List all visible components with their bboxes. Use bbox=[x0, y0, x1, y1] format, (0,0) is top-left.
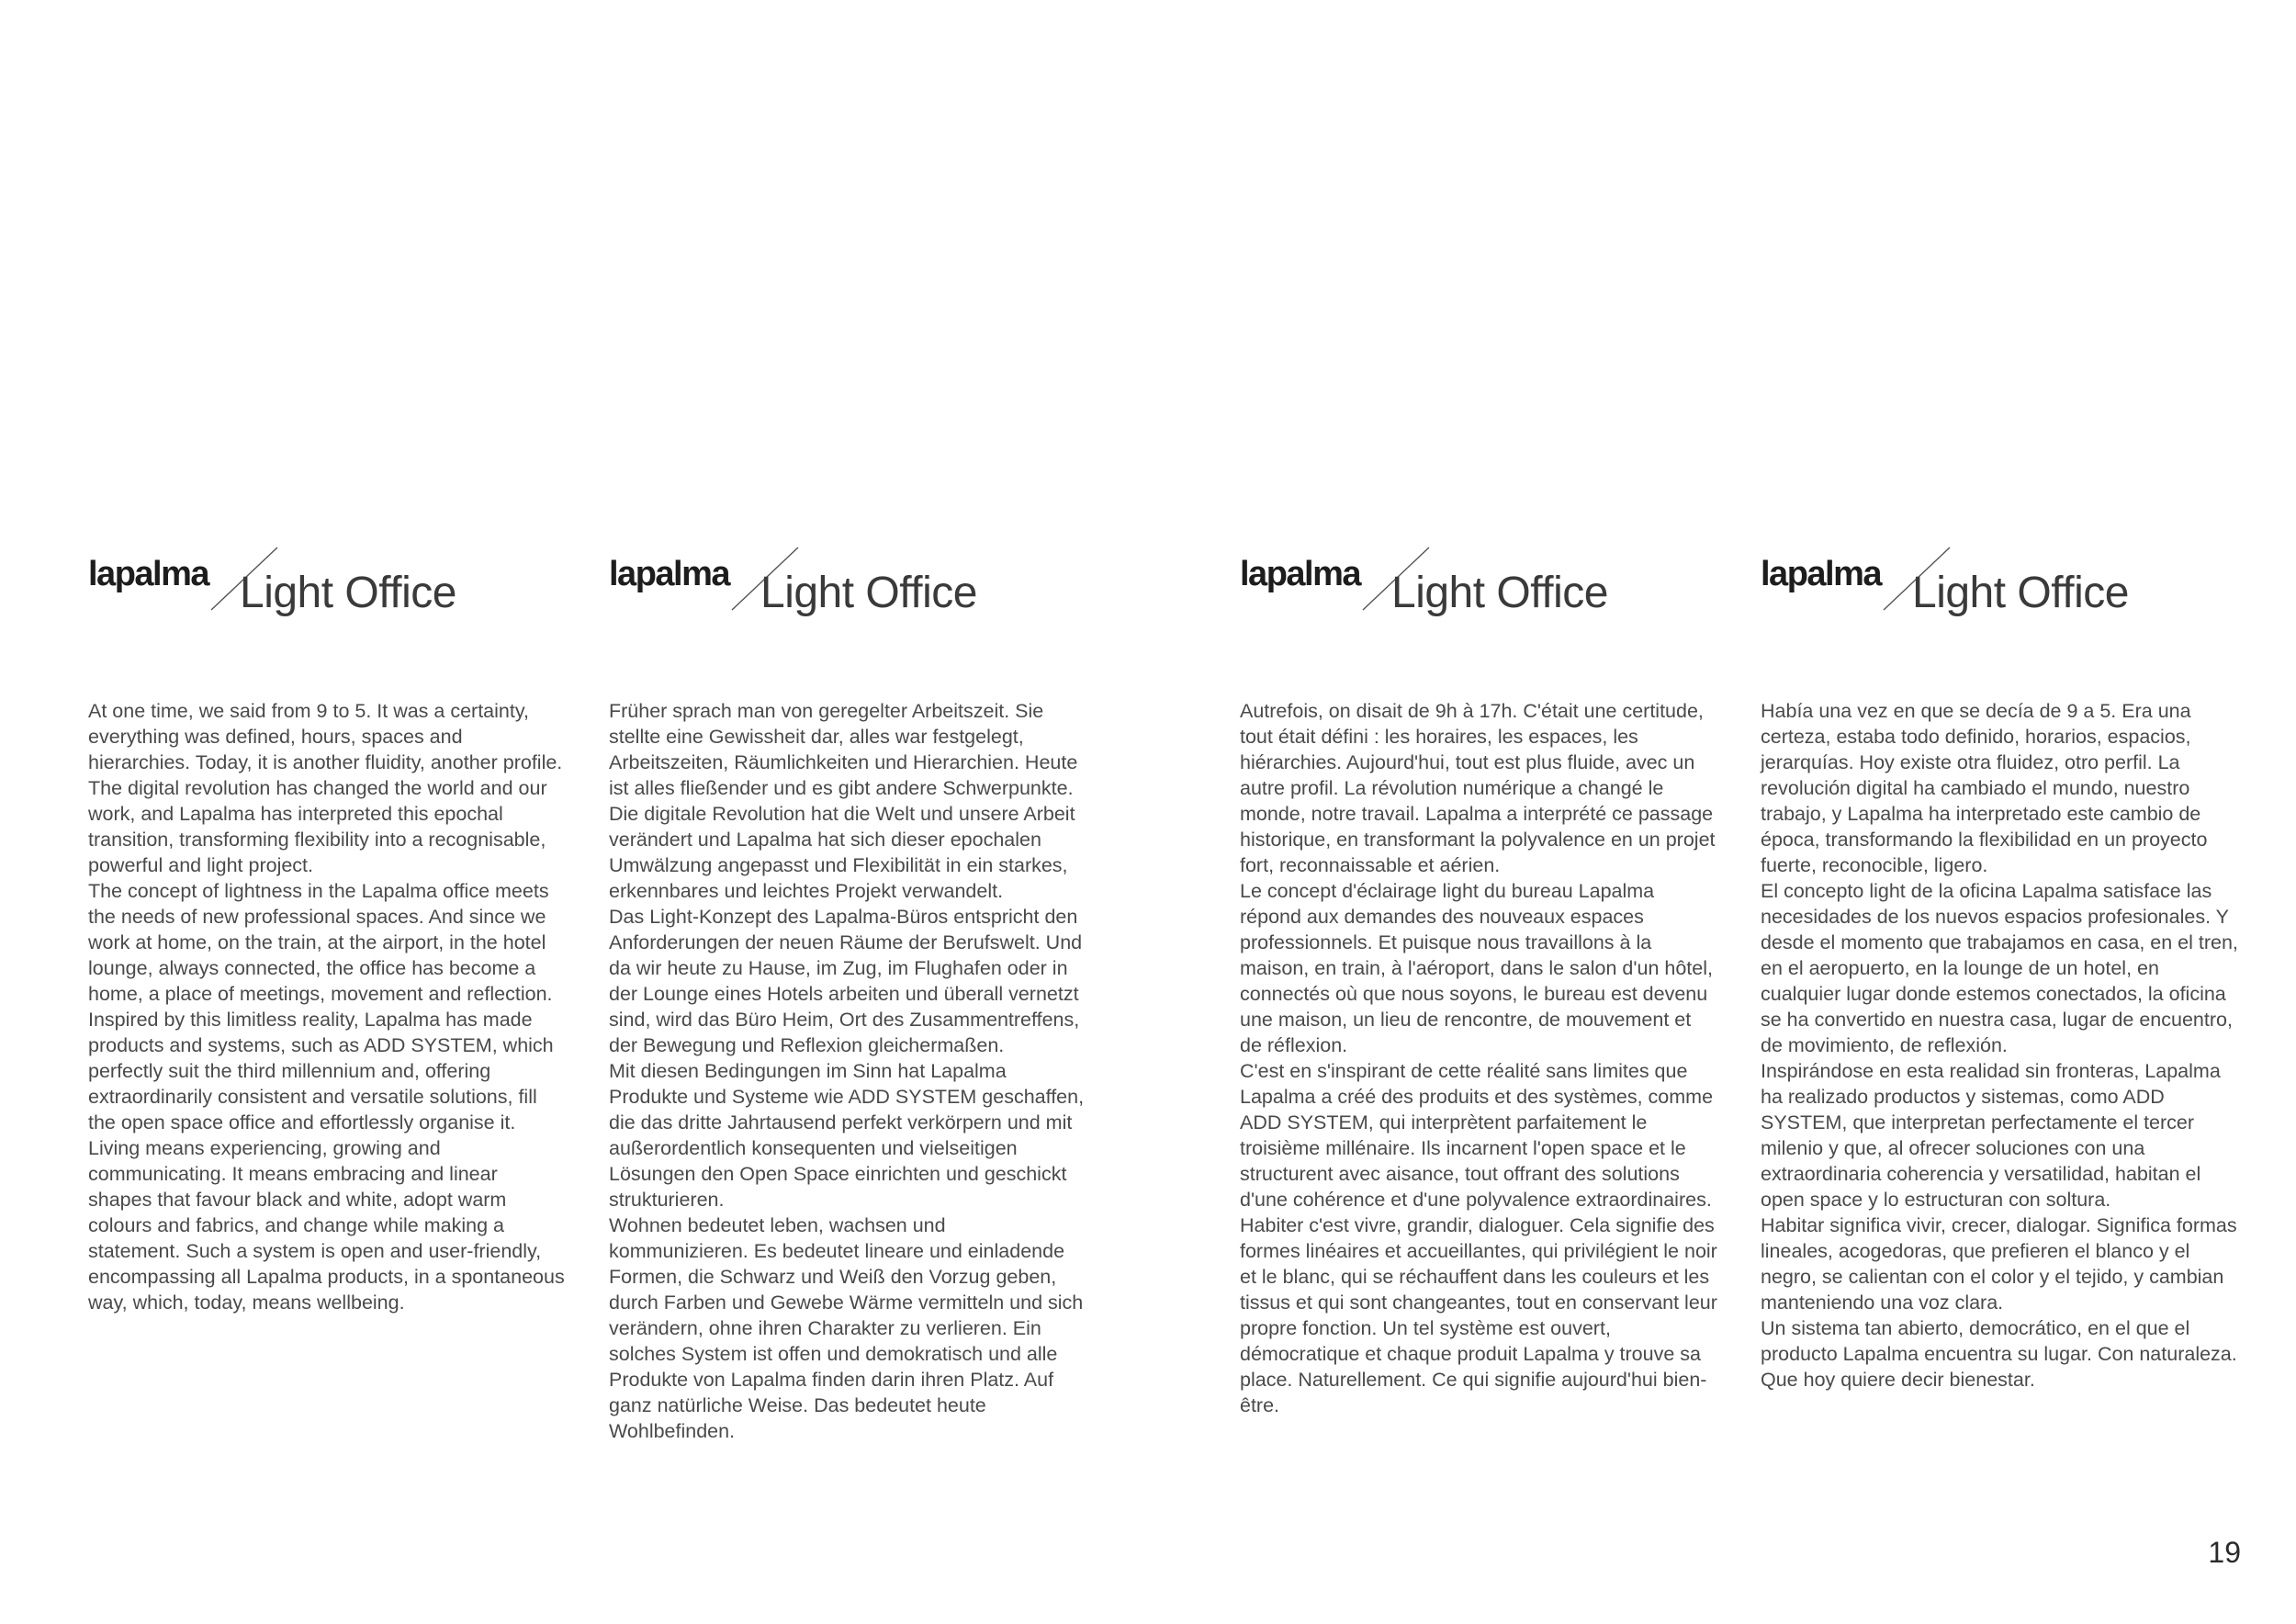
paragraph: Había una vez en que se decía de 9 a 5. Era una certeza, estaba todo definido, horarios, espacios, jerarquías. Hoy existe otra fluidez, otro perfil. La revolución digital ha cambiado el mundo, nuestro trabajo, y Lapalma ha interpretado este cambio de época, transformando la flexibilidad en un proyecto fuerte, reconocible, ligero. bbox=[1761, 700, 2208, 876]
product-name: Light Office bbox=[1912, 569, 2129, 617]
paragraph: Le concept d'éclairage light du bureau Lapalma répond aux demandes des nouveaux espaces professionnels. Et puisque nous travaillons à la maison, en train, à l'aéroport, dans le salon d'un hôtel, connectés où que nous soyons, le bureau est devenu une maison, un lieu de rencontre, de mouvement et de réflexion. bbox=[1240, 880, 1713, 1056]
lapalma-light-office-logo bbox=[1761, 542, 2146, 625]
product-name: Light Office bbox=[1391, 569, 1608, 617]
paragraph: Das Light-Konzept des Lapalma-Büros entspricht den Anforderungen der neuen Räume der Berufswelt. Und da wir heute zu Hause, im Zug, im Flughafen oder in der Lounge eines Hotels arbeiten und überall vernetzt sind, wird das Büro Heim, Ort des Zusammentreffens, der Bewegung und Reflexion gleichermaßen. bbox=[609, 906, 1083, 1056]
paragraph: At one time, we said from 9 to 5. It was a certainty, everything was defined, hours, spaces and hierarchies. Today, it is another fluidity, another profile. The digital revolution has changed the world and our work, and Lapalma has interpreted this epochal transition, transforming flexibility into a recognisable, powerful and light project. bbox=[88, 700, 563, 876]
paragraph: Autrefois, on disait de 9h à 17h. C'était une certitude, tout était défini : les horaires, les espaces, les hiérarchies. Aujourd'hui, tout est plus fluide, avec un autre profil. La révolution numérique a changé le monde, notre travail. Lapalma a interprété ce passage historique, en transformant la polyvalence en un projet fort, reconnaissable et aérien. bbox=[1240, 700, 1716, 876]
body-text-spanish bbox=[1761, 698, 2238, 1393]
paragraph: Wohnen bedeutet leben, wachsen und kommunizieren. Es bedeutet lineare und einladende Formen, die Schwarz und Weiß den Vorzug geben, durch Farben und Gewebe Wärme vermitteln und sich verändern, ohne ihren Charakter zu verlieren. Ein solches System ist offen und demokratisch und alle Produkte von Lapalma finden darin ihren Platz. Auf ganz natürliche Weise. Das bedeutet heute Wohlbefinden. bbox=[609, 1214, 1084, 1442]
paragraph: Früher sprach man von geregelter Arbeitszeit. Sie stellte eine Gewissheit dar, alles war festgelegt, Arbeitszeiten, Räumlichkeiten und Hierarchien. Heute ist alles fließender und es gibt andere Schwerpunkte. Die digitale Revolution hat die Welt und unsere Arbeit verändert und Lapalma hat sich dieser epochalen Umwälzung angepasst und Flexibilität in ein starkes, erkennbares und leichtes Projekt verwandelt. bbox=[609, 700, 1078, 902]
brand-name: lapalma bbox=[88, 555, 209, 593]
column-english bbox=[88, 542, 566, 1315]
column-german bbox=[609, 542, 1086, 1444]
brand-name: lapalma bbox=[609, 555, 730, 593]
lapalma-light-office-logo bbox=[609, 542, 995, 625]
brand-name: lapalma bbox=[1240, 555, 1361, 593]
paragraph: Un sistema tan abierto, democrático, en el que el producto Lapalma encuentra su lugar. Con naturaleza. Que hoy quiere decir bienestar. bbox=[1761, 1317, 2237, 1391]
page-number: 19 bbox=[2208, 1536, 2241, 1569]
body-text-german bbox=[609, 698, 1086, 1444]
lapalma-light-office-logo bbox=[1240, 542, 1626, 625]
paragraph: Inspired by this limitless reality, Lapalma has made products and systems, such as ADD SYSTEM, which perfectly suit the third millennium and, offering extraordinarily consistent and versatile solutions, fill the open space office and effortlessly organise it. bbox=[88, 1009, 554, 1133]
brand-name: lapalma bbox=[1761, 555, 1882, 593]
product-name: Light Office bbox=[240, 569, 456, 617]
paragraph: C'est en s'inspirant de cette réalité sans limites que Lapalma a créé des produits et des systèmes, comme ADD SYSTEM, qui interprètent parfaitement le troisième millénaire. Ils incarnent l'open space et le structurent avec aisance, tout offrant des solutions d'une cohérence et d'une polyvalence extraordinaires. bbox=[1240, 1060, 1714, 1211]
body-text-french bbox=[1240, 698, 1717, 1418]
paragraph: Mit diesen Bedingungen im Sinn hat Lapalma Produkte und Systeme wie ADD SYSTEM geschaffen, die das dritte Jahrtausend perfekt verkörpern und mit außerordentlich konsequenten und vielseitigen Lösungen den Open Space einrichten und geschickt strukturieren. bbox=[609, 1060, 1085, 1211]
paragraph: El concepto light de la oficina Lapalma satisface las necesidades de los nuevos espacios profesionales. Y desde el momento que trabajamos en casa, en el tren, en el aeropuerto, en la lounge de un hotel, en cualquier lugar donde estemos conectados, la oficina se ha convertido en nuestra casa, lugar de encuentro, de movimiento, de reflexión. bbox=[1761, 880, 2238, 1056]
paragraph: Inspirándose en esta realidad sin fronteras, Lapalma ha realizado productos y sistemas, como ADD SYSTEM, que interpretan perfectamente el tercer milenio y que, al ofrecer soluciones con una extraordinaria coherencia y versatilidad, habitan el open space y lo estructuran con soltura. bbox=[1761, 1060, 2221, 1211]
body-text-english bbox=[88, 698, 566, 1315]
lapalma-light-office-logo bbox=[88, 542, 474, 625]
column-french bbox=[1240, 542, 1717, 1418]
paragraph: Habitar significa vivir, crecer, dialogar. Significa formas lineales, acogedoras, que prefieren el blanco y el negro, se calientan con el color y el tejido, y cambian manteniendo una voz clara. bbox=[1761, 1214, 2237, 1314]
product-name: Light Office bbox=[760, 569, 977, 617]
column-spanish bbox=[1761, 542, 2238, 1393]
paragraph: The concept of lightness in the Lapalma office meets the needs of new professional spaces. And since we work at home, on the train, at the airport, in the hotel lounge, always connected, the office has become a home, a place of meetings, movement and reflection. bbox=[88, 880, 553, 1005]
paragraph: Living means experiencing, growing and communicating. It means embracing and linear shapes that favour black and white, adopt warm colours and fabrics, and change while making a statement. Such a system is open and user-friendly, encompassing all Lapalma products, in a spontaneous way, which, today, means wellbeing. bbox=[88, 1137, 565, 1314]
paragraph: Habiter c'est vivre, grandir, dialoguer. Cela signifie des formes linéaires et accueillantes, qui privilégient le noir et le blanc, qui se réchauffent dans les couleurs et les tissus et qui sont changeantes, tout en conservant leur propre fonction. Un tel système est ouvert, démocratique et chaque produit Lapalma y trouve sa place. Naturellement. Ce qui signifie aujourd'hui bien-être. bbox=[1240, 1214, 1717, 1416]
